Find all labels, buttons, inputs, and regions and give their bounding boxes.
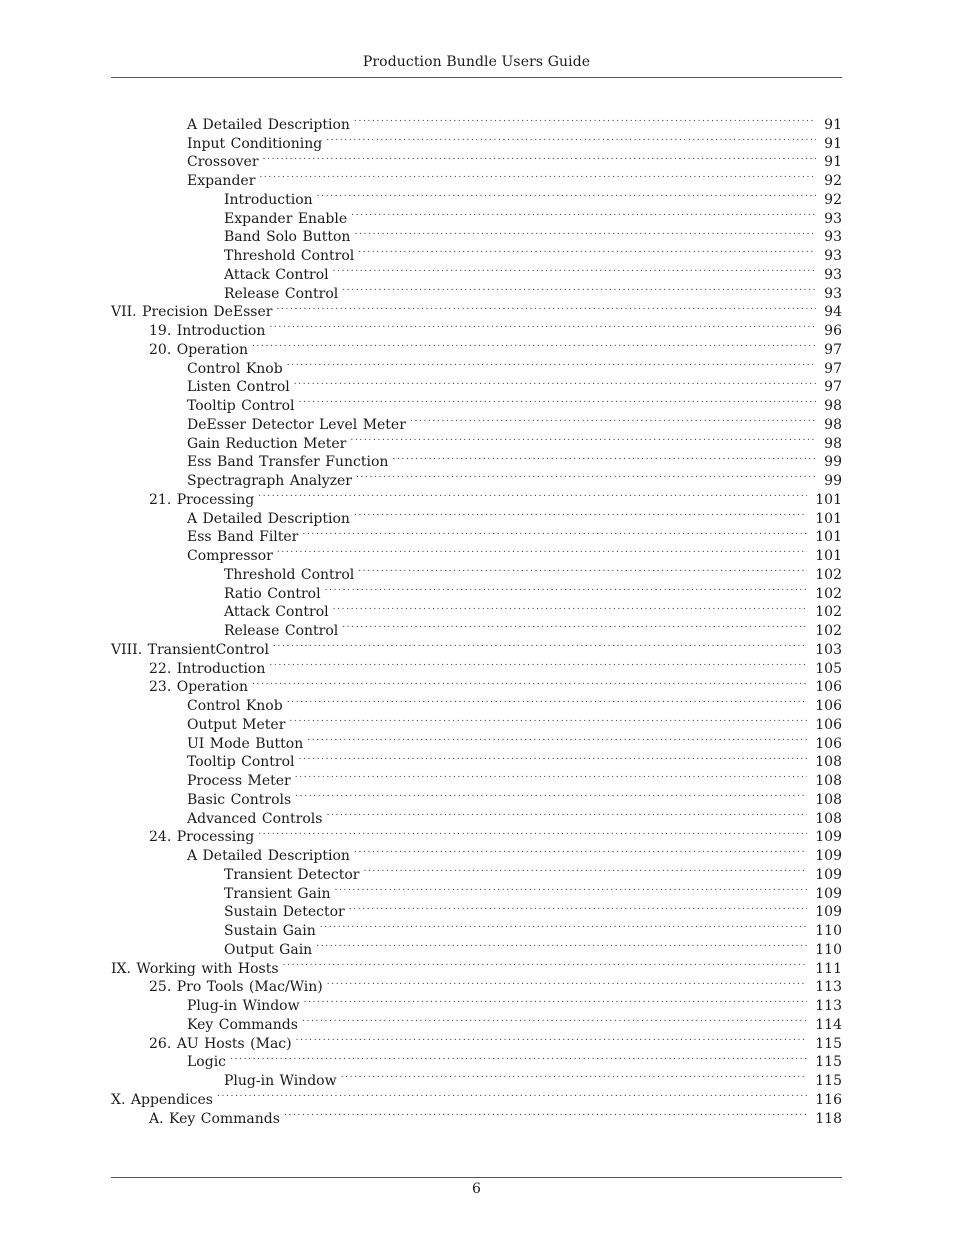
toc-entry-title[interactable]: VII. Precision DeEsser	[111, 304, 273, 321]
toc-entry-title[interactable]: Output Meter	[187, 716, 286, 733]
toc-entry-title[interactable]: Sustain Gain	[224, 923, 316, 939]
toc-dot-leader	[358, 560, 807, 579]
toc-dot-leader	[356, 466, 816, 485]
toc-entry-title[interactable]: Expander Enable	[224, 210, 348, 227]
toc-entry-page[interactable]: 108	[815, 791, 842, 808]
toc-dot-leader	[252, 335, 816, 354]
toc-entry-page[interactable]: 98	[824, 416, 842, 433]
toc-entry-page[interactable]: 98	[824, 398, 842, 414]
toc-entry-title[interactable]: Attack Control	[224, 604, 329, 621]
toc-dot-leader	[296, 1029, 808, 1048]
toc-entry-title[interactable]: 21. Processing	[149, 491, 255, 508]
toc-entry[interactable]	[111, 204, 842, 227]
toc-entry-title[interactable]: 22. Introduction	[149, 660, 266, 677]
toc-dot-leader	[351, 204, 816, 223]
toc-dot-leader	[258, 485, 807, 504]
toc-entry-title[interactable]: DeEsser Detector Level Meter	[187, 416, 406, 433]
toc-entry-page[interactable]: 102	[815, 623, 842, 639]
toc-entry-page[interactable]: 101	[815, 529, 842, 546]
toc-entry-page[interactable]: 91	[824, 116, 842, 133]
toc-dot-leader	[333, 260, 816, 279]
toc-entry-page[interactable]: 115	[815, 1073, 842, 1089]
toc-entry-page[interactable]: 116	[815, 1091, 842, 1108]
toc-dot-leader	[298, 391, 816, 410]
toc-entry-page[interactable]: 93	[824, 229, 842, 246]
toc-entry[interactable]	[111, 879, 842, 902]
toc-entry-title[interactable]: Basic Controls	[187, 791, 292, 808]
toc-entry-title[interactable]: Sustain Detector	[224, 904, 345, 921]
toc-entry-page[interactable]: 96	[824, 323, 842, 339]
toc-entry-page[interactable]: 97	[824, 341, 842, 358]
toc-entry-page[interactable]: 109	[815, 829, 842, 846]
toc-entry-title[interactable]: Transient Gain	[224, 885, 331, 902]
toc-entry-title[interactable]: 20. Operation	[149, 341, 249, 358]
toc-dot-leader	[392, 448, 816, 467]
toc-entry-page[interactable]: 109	[815, 848, 842, 864]
toc-dot-leader	[358, 241, 816, 260]
toc-dot-leader	[325, 579, 808, 598]
toc-dot-leader	[277, 541, 807, 560]
toc-entry-page[interactable]: 108	[815, 754, 842, 771]
toc-entry-page[interactable]: 115	[815, 1054, 842, 1071]
toc-dot-leader	[269, 316, 816, 335]
toc-entry[interactable]	[111, 579, 842, 602]
toc-dot-leader	[273, 635, 807, 654]
toc-entry-page[interactable]: 92	[824, 173, 842, 189]
toc-dot-leader	[354, 223, 816, 242]
toc-entry-page[interactable]: 118	[815, 1110, 842, 1127]
toc-dot-leader	[334, 879, 807, 898]
running-header-title: Production Bundle Users Guide	[362, 54, 591, 70]
toc-dot-leader	[252, 673, 807, 692]
toc-dot-leader	[289, 710, 807, 729]
toc-dot-leader	[354, 110, 816, 129]
toc-entry-page[interactable]: 109	[815, 866, 842, 883]
toc-entry-page[interactable]: 102	[815, 566, 842, 583]
toc-entry-page[interactable]: 113	[815, 998, 842, 1014]
toc-dot-leader	[295, 766, 808, 785]
footer-divider	[111, 1177, 842, 1178]
toc-dot-leader	[284, 1104, 807, 1123]
toc-entry[interactable]	[111, 935, 842, 958]
toc-entry-title[interactable]: Transient Detector	[224, 866, 360, 883]
toc-entry-page[interactable]: 97	[824, 379, 842, 396]
toc-entry-title[interactable]: Key Commands	[187, 1016, 298, 1033]
toc-entry-page[interactable]: 106	[815, 679, 842, 696]
toc-dot-leader	[230, 1048, 807, 1067]
toc-dot-leader	[326, 129, 816, 148]
toc-entry[interactable]	[111, 898, 842, 921]
toc-entry-page[interactable]: 91	[824, 135, 842, 152]
toc-entry-title[interactable]: Attack Control	[224, 266, 329, 283]
toc-entry-title[interactable]: Process Meter	[187, 773, 291, 789]
toc-entry[interactable]	[111, 260, 842, 283]
toc-dot-leader	[316, 935, 807, 954]
toc-entry-page[interactable]: 110	[815, 941, 842, 958]
toc-entry-page[interactable]: 113	[815, 979, 842, 996]
toc-entry[interactable]	[111, 635, 842, 658]
toc-entry-page[interactable]: 99	[824, 454, 842, 471]
toc-dot-leader	[302, 1010, 807, 1029]
toc-entry-page[interactable]: 111	[815, 960, 842, 977]
toc-entry-page[interactable]: 114	[815, 1016, 842, 1033]
toc-entry-page[interactable]: 93	[824, 248, 842, 264]
toc-dot-leader	[342, 279, 816, 298]
toc-dot-leader	[349, 898, 808, 917]
toc-entry-title[interactable]: Spectragraph Analyzer	[187, 473, 352, 489]
page-number: 6	[472, 1181, 481, 1197]
toc-entry-page[interactable]: 103	[815, 641, 842, 658]
toc-dot-leader	[354, 504, 807, 523]
toc-entry-title[interactable]: Introduction	[224, 191, 313, 208]
toc-entry-title[interactable]: X. Appendices	[111, 1091, 213, 1108]
toc-entry-title[interactable]: Logic	[187, 1054, 227, 1071]
toc-entry-title[interactable]: Compressor	[187, 548, 273, 564]
toc-entry-page[interactable]: 101	[815, 548, 842, 564]
toc-entry-title[interactable]: A. Key Commands	[149, 1110, 280, 1127]
toc-dot-leader	[298, 748, 807, 767]
toc-entry-title[interactable]: Band Solo Button	[224, 229, 351, 246]
toc-entry[interactable]	[111, 279, 842, 302]
toc-entry-title[interactable]: 26. AU Hosts (Mac)	[149, 1035, 292, 1052]
toc-entry-title[interactable]: Output Gain	[224, 941, 313, 958]
toc-entry-title[interactable]: Release Control	[224, 285, 339, 302]
toc-entry-title[interactable]: VIII. TransientControl	[111, 641, 269, 658]
toc-entry[interactable]	[111, 223, 842, 246]
toc-dot-leader	[327, 973, 808, 992]
toc-entry-title[interactable]: A Detailed Description	[187, 510, 350, 527]
toc-dot-leader	[363, 860, 807, 879]
toc-dot-leader	[294, 373, 816, 392]
toc-dot-leader	[307, 729, 807, 748]
toc-dot-leader	[302, 523, 807, 542]
toc-entry-page[interactable]: 106	[815, 735, 842, 752]
toc-entry[interactable]	[111, 241, 842, 264]
toc-entry-page[interactable]: 115	[815, 1035, 842, 1052]
toc-entry-title[interactable]: Listen Control	[187, 379, 290, 396]
toc-entry-title[interactable]: Ess Band Transfer Function	[187, 454, 389, 471]
toc-dot-leader	[287, 354, 816, 373]
toc-entry-page[interactable]: 97	[824, 360, 842, 377]
toc-entry-page[interactable]: 99	[824, 473, 842, 489]
toc-dot-leader	[341, 1066, 808, 1085]
toc-entry-title[interactable]: Gain Reduction Meter	[187, 435, 347, 452]
toc-entry-title[interactable]: Release Control	[224, 623, 339, 639]
toc-entry-title[interactable]: 23. Operation	[149, 679, 249, 696]
toc-entry-title[interactable]: Input Conditioning	[187, 135, 323, 152]
toc-entry[interactable]	[111, 598, 842, 621]
toc-entry-title[interactable]: Ratio Control	[224, 585, 321, 602]
toc-entry-title[interactable]: Plug-in Window	[224, 1073, 337, 1089]
toc-entry-page[interactable]: 109	[815, 904, 842, 921]
toc-dot-leader	[263, 148, 816, 167]
toc-entry-page[interactable]: 98	[824, 435, 842, 452]
toc-entry[interactable]	[111, 616, 842, 639]
toc-entry-page[interactable]: 102	[815, 604, 842, 621]
toc-dot-leader	[259, 166, 816, 185]
toc-entry-title[interactable]: A Detailed Description	[187, 116, 350, 133]
toc-dot-leader	[217, 1085, 807, 1104]
toc-entry-page[interactable]: 102	[815, 585, 842, 602]
toc-entry-title[interactable]: Control Knob	[187, 698, 283, 714]
toc-dot-leader	[320, 916, 808, 935]
toc-entry-title[interactable]: IX. Working with Hosts	[111, 960, 279, 977]
toc-entry-page[interactable]: 105	[815, 660, 842, 677]
toc-entry-page[interactable]: 101	[815, 491, 842, 508]
table-of-contents	[111, 110, 842, 1127]
toc-dot-leader	[276, 298, 816, 317]
toc-entry-page[interactable]: 93	[824, 210, 842, 227]
toc-entry-title[interactable]: Ess Band Filter	[187, 529, 299, 546]
toc-entry-title[interactable]: Threshold Control	[224, 248, 355, 264]
toc-entry-title[interactable]: 25. Pro Tools (Mac/Win)	[149, 979, 323, 996]
toc-dot-leader	[269, 654, 807, 673]
toc-entry-page[interactable]: 91	[824, 154, 842, 171]
toc-entry-title[interactable]: Threshold Control	[224, 566, 355, 583]
toc-dot-leader	[304, 991, 808, 1010]
toc-dot-leader	[342, 616, 807, 635]
toc-dot-leader	[295, 785, 807, 804]
toc-entry-page[interactable]: 94	[824, 304, 842, 321]
toc-entry[interactable]	[111, 916, 842, 939]
toc-dot-leader	[317, 185, 816, 204]
toc-entry-page[interactable]: 106	[815, 716, 842, 733]
toc-entry-page[interactable]: 108	[815, 810, 842, 827]
toc-entry-title[interactable]: Tooltip Control	[187, 754, 295, 771]
toc-entry-title[interactable]: Plug-in Window	[187, 998, 300, 1014]
toc-dot-leader	[287, 691, 808, 710]
toc-entry-page[interactable]: 110	[815, 923, 842, 939]
toc-entry-title[interactable]: A Detailed Description	[187, 848, 350, 864]
toc-entry-page[interactable]: 101	[815, 510, 842, 527]
toc-entry-title[interactable]: 24. Processing	[149, 829, 255, 846]
toc-entry[interactable]	[111, 1104, 842, 1127]
toc-entry-title[interactable]: Advanced Controls	[187, 810, 323, 827]
toc-entry-title[interactable]: 19. Introduction	[149, 323, 266, 339]
toc-entry[interactable]	[111, 298, 842, 321]
toc-dot-leader	[283, 954, 808, 973]
toc-dot-leader	[326, 804, 807, 823]
toc-entry[interactable]	[111, 110, 842, 133]
toc-entry-page[interactable]: 109	[815, 885, 842, 902]
toc-entry-page[interactable]: 93	[824, 285, 842, 302]
toc-entry[interactable]	[111, 954, 842, 977]
toc-dot-leader	[410, 410, 816, 429]
toc-entry-title[interactable]: Expander	[187, 173, 256, 189]
toc-entry-page[interactable]: 106	[815, 698, 842, 714]
toc-entry-title[interactable]: Tooltip Control	[187, 398, 295, 414]
toc-entry-page[interactable]: 92	[824, 191, 842, 208]
toc-dot-leader	[354, 841, 807, 860]
toc-dot-leader	[258, 823, 807, 842]
toc-dot-leader	[333, 598, 808, 617]
toc-entry-title[interactable]: Crossover	[187, 154, 259, 171]
toc-entry-page[interactable]: 108	[815, 773, 842, 789]
toc-entry[interactable]	[111, 1085, 842, 1108]
toc-entry-page[interactable]: 93	[824, 266, 842, 283]
toc-entry-title[interactable]: UI Mode Button	[187, 735, 304, 752]
toc-dot-leader	[350, 429, 816, 448]
header-divider	[111, 77, 842, 78]
toc-entry-title[interactable]: Control Knob	[187, 360, 283, 377]
